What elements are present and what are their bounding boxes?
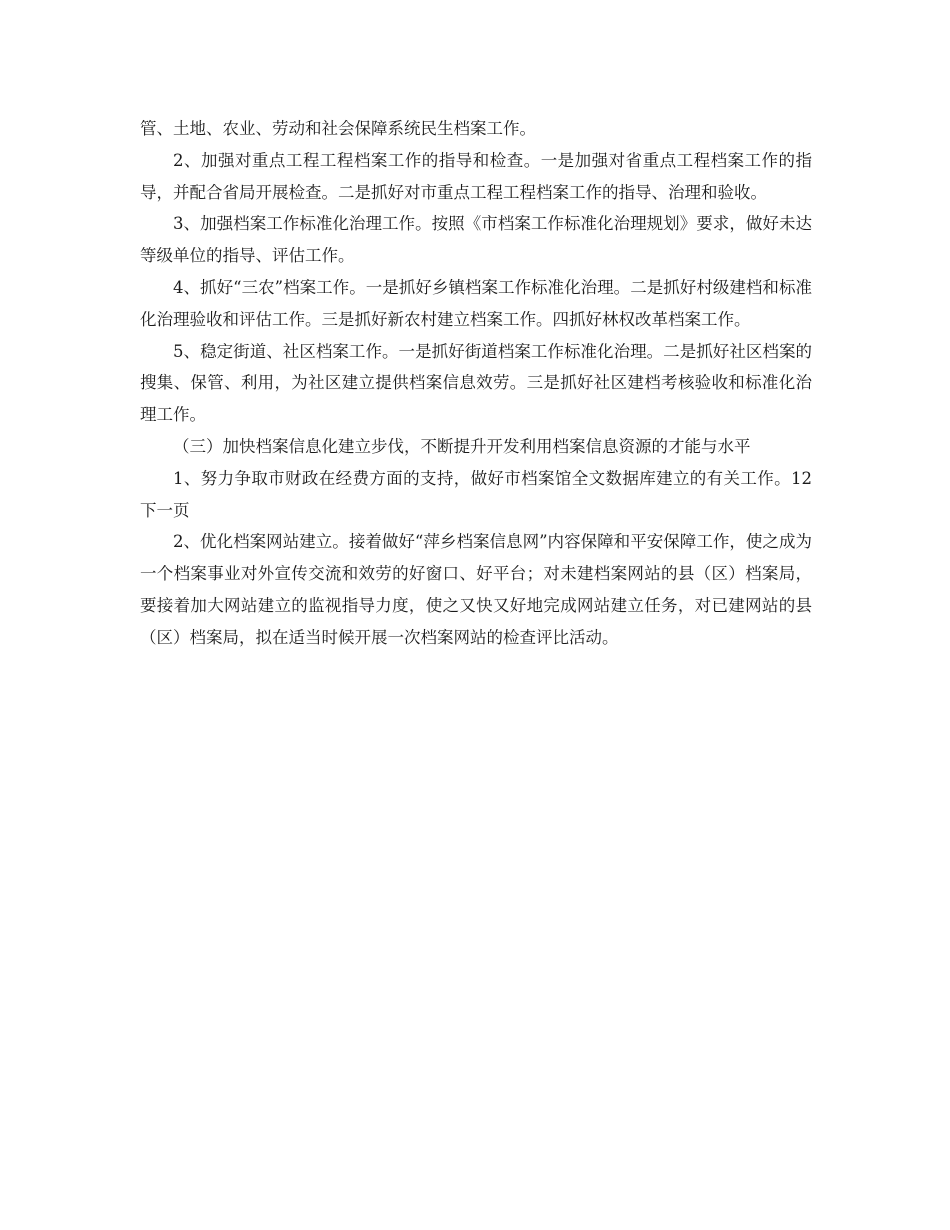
section-heading-3: （三）加快档案信息化建立步伐，不断提升开发利用档案信息资源的才能与水平 bbox=[173, 436, 751, 456]
paragraph-item-1: 1、努力争取市财政在经费方面的支持，做好市档案馆全文数据库建立的有关工作。12下一页 bbox=[140, 468, 812, 520]
paragraph-item-2b: 2、优化档案网站建立。接着做好“萍乡档案信息网”内容保障和平安保障工作，使之成为一个档案事业对外宣传交流和效劳的好窗口、好平台；对未建档案网站的县（区）档案局，要接着加大网站建立的监视指导力度，使之又快又好地完成网站建立任务，对已建网站的县（区）档案局，拟在适当时候开展一次档案网站的检查评比活动。 bbox=[140, 532, 812, 647]
document-body bbox=[140, 113, 812, 654]
paragraph-item-2: 2、加强对重点工程工程档案工作的指导和检查。一是加强对省重点工程档案工作的指导，并配合省局开展检查。二是抓好对市重点工程工程档案工作的指导、治理和验收。 bbox=[140, 150, 812, 202]
paragraph-item-3: 3、加强档案工作标准化治理工作。按照《市档案工作标准化治理规划》要求，做好未达等级单位的指导、评估工作。 bbox=[140, 214, 812, 266]
paragraph-item-4: 4、抓好“三农”档案工作。一是抓好乡镇档案工作标准化治理。二是抓好村级建档和标准化治理验收和评估工作。三是抓好新农村建立档案工作。四抓好林权改革档案工作。 bbox=[140, 277, 812, 329]
paragraph-continuation: 管、土地、农业、劳动和社会保障系统民生档案工作。 bbox=[140, 119, 536, 138]
paragraph-item-5: 5、稳定街道、社区档案工作。一是抓好街道档案工作标准化治理。二是抓好社区档案的搜集、保管、利用，为社区建立提供档案信息效劳。三是抓好社区建档考核验收和标准化治理工作。 bbox=[140, 341, 812, 425]
